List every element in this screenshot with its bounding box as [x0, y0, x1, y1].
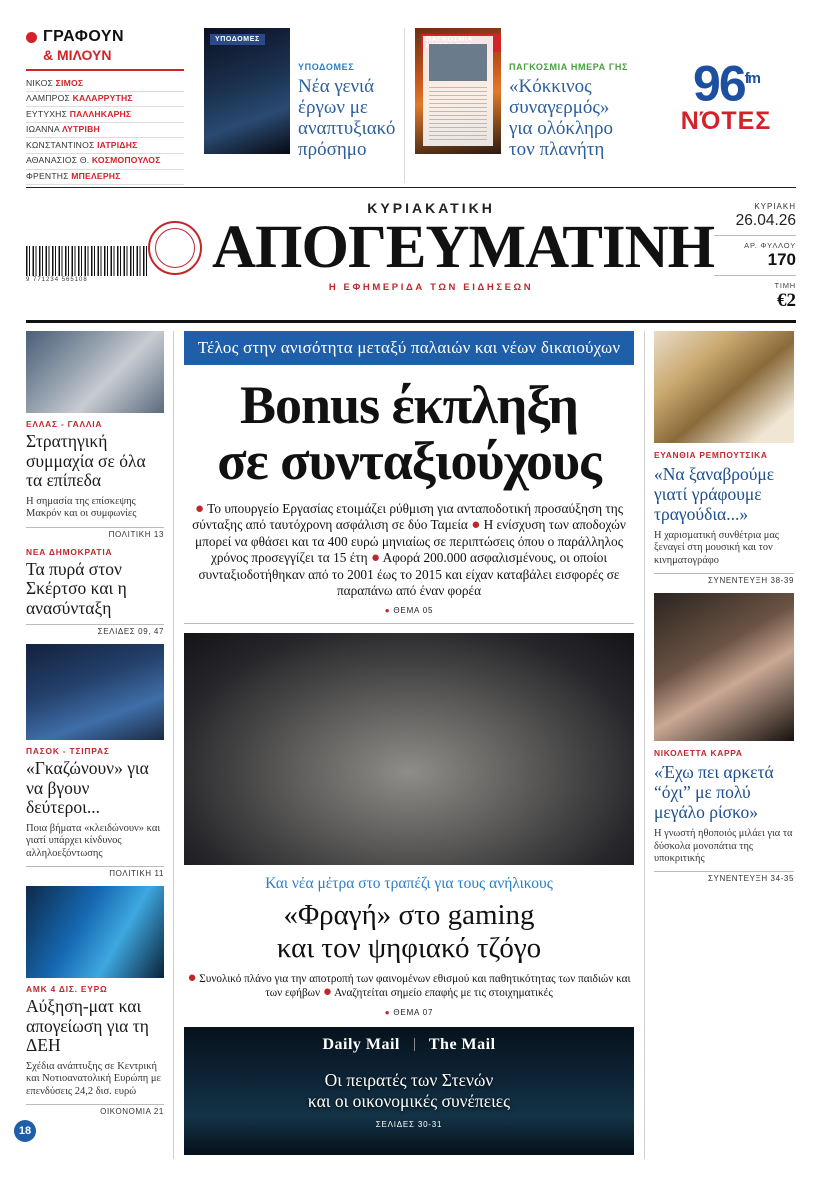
issue-day: ΚΥΡΙΑΚΗ [754, 202, 796, 211]
gaming-deck [184, 970, 634, 1001]
promo-infrastructure-photo-label: ΥΠΟΔΟΜΕΣ [210, 34, 265, 45]
contributors-box [26, 28, 194, 183]
page-title: ΑΠΟΓΕΥΜΑΤΙΝΗ [212, 214, 715, 281]
story-pasok-tsipras-photo [26, 644, 164, 740]
promo-earthday-photo [415, 28, 501, 154]
masthead-tagline: Η ΕΦΗΜΕΡΙΔΑ ΤΩΝ ΕΙΔΗΣΕΩΝ [328, 282, 534, 293]
bullet-icon: ● [471, 517, 481, 534]
divider [414, 1038, 415, 1051]
lead-banner: Τέλος στην ανισότητα μεταξύ παλαιών και νέων δικαιούχων [184, 331, 634, 365]
list-item[interactable]: ΑΘΑΝΑΣΙΟΣ Θ. ΚΟΣΜΟΠΟΥΛΟΣ [26, 154, 184, 170]
story-greece-france[interactable] [26, 331, 164, 539]
story-karra-kicker: ΝΙΚΟΛΕΤΤΑ ΚΑΡΡΑ [654, 748, 743, 759]
promo-infrastructure-headline: Νέα γενιά έργων με αναπτυξιακό πρόσημο [298, 76, 396, 160]
masthead-divider [26, 320, 796, 323]
top-strip [26, 28, 796, 183]
story-nea-dimokratia[interactable] [26, 547, 164, 637]
story-nea-dimokratia-tag[interactable]: ΣΕΛΙΔΕΣ 09, 47 [26, 624, 164, 636]
gaming-photo [184, 633, 634, 865]
gaming-deck-item-1: Συνολικό πλάνο για την αποτροπή των φαινομένων εθισμού και παθητικότητας των παιδιών και των εφήβων [199, 973, 631, 1000]
story-dei-tag[interactable]: ΟΙΚΟΝΟΜΙΑ 21 [26, 1104, 164, 1116]
lead-deck-item-2: Η ενίσχυση των αποδοχών μπορεί να φθάσει και τα 400 ευρώ μηνιαίως σε περιπτώσεις όπου ο παράλληλος χρόνος προσεγγίζει τα 15 έτη [195, 517, 626, 566]
list-item[interactable]: ΕΥΤΥΧΗΣ ΠΑΛΛΗΚΑΡΗΣ [26, 107, 184, 123]
story-greece-france-subhead: Η σημασία της επίσκεψης Μακρόν και οι συμφωνίες [26, 495, 137, 519]
contributors-subtitle: & ΜΙΛΟΥΝ [43, 47, 112, 63]
red-dot-icon [26, 32, 37, 43]
story-dei-subhead: Σχέδια ανάπτυξης σε Κεντρική και Νοτιοανατολική Ευρώπη με επενδύσεις 24,2 δισ. ευρώ [26, 1060, 161, 1097]
contributors-brand [26, 28, 184, 46]
story-pasok-tsipras[interactable] [26, 644, 164, 878]
story-greece-france-photo [26, 331, 164, 413]
story-rebutsika-subhead: Η χαρισματική συνθέτρια μας ξεναγεί στη μουσική και τον κινηματογράφο [654, 530, 779, 566]
story-pirates-headline [184, 1070, 634, 1112]
contributors-title: ΓΡΑΦΟΥΝ [43, 28, 125, 45]
list-item[interactable]: ΛΑΜΠΡΟΣ ΚΑΛΑΡΡΥΤΗΣ [26, 92, 184, 108]
center-column [174, 331, 644, 1159]
radio-frequency: $96^{fm}$ [693, 55, 759, 112]
story-pasok-tsipras-kicker: ΠΑΣΟΚ - ΤΣΙΠΡΑΣ [26, 746, 110, 756]
promo-infrastructure-photo [204, 28, 290, 154]
story-greece-france-kicker: ΕΛΛΑΣ - ΓΑΛΛΙΑ [26, 419, 103, 429]
dailymail-brand: Daily Mail [322, 1035, 400, 1053]
gaming-kicker: Και νέα μέτρα στο τραπέζι για τους ανήλικους [265, 875, 553, 893]
masthead [26, 187, 796, 312]
story-greece-france-headline: Στρατηγική συμμαχία σε όλα τα επίπεδα [26, 431, 146, 490]
story-rebutsika[interactable] [654, 331, 794, 585]
story-dei-kicker: ΑΜΚ 4 ΔΙΣ. ΕΥΡΩ [26, 984, 108, 994]
masthead-seal-icon [148, 221, 202, 275]
issue-date: 26.04.26 [735, 212, 796, 229]
gaming-headline-line1: «Φραγή» στο gaming [283, 899, 535, 932]
story-rebutsika-tag[interactable]: ΣΥΝΕΝΤΕΥΞΗ 38-39 [654, 573, 794, 585]
promo-infrastructure[interactable] [194, 28, 404, 183]
masthead-eyebrow: ΚΥΡΙΑΚΑΤΙΚΗ [367, 200, 495, 216]
story-karra-subhead: Η γνωστή ηθοποιός μιλάει για τα δύσκολα μονοπάτια της υποκριτικής [654, 828, 793, 865]
lead-headline [184, 377, 634, 489]
right-column [644, 331, 794, 1159]
promo-earthday-kicker: ΠΑΓΚΟΣΜΙΑ ΗΜΕΡΑ ΓΗΣ [509, 62, 628, 72]
story-karra-photo [654, 593, 794, 741]
story-dei-headline: Αύξηση-ματ και απογείωση για τη ΔΕΗ [26, 996, 149, 1055]
page-number-badge: 18 [14, 1120, 36, 1142]
masthead-right [714, 200, 796, 312]
story-dei[interactable] [26, 886, 164, 1116]
story-karra[interactable] [654, 593, 794, 883]
price-label: ΤΙΜΗ [774, 281, 796, 290]
lead-deck-item-1: Το υπουργείο Εργασίας ετοιμάζει ρύθμιση για ανταποδοτική προσαύξηση της σύνταξης από ταυτόχρονη ασφάλιση σε δύο Ταμεία [192, 501, 623, 533]
promo-earthday[interactable] [404, 28, 630, 183]
story-pirates-tag[interactable]: ΣΕΛΙΔΕΣ 30-31 [375, 1119, 443, 1129]
story-nea-dimokratia-kicker: ΝΕΑ ΔΗΜΟΚΡΑΤΙΑ [26, 546, 113, 557]
divider [26, 69, 184, 71]
story-pasok-tsipras-subhead: Ποια βήματα «κλειδώνουν» και γιατί υπάρχει κίνδυνος αλληλοεξόντωσης [26, 822, 161, 859]
left-column [26, 331, 174, 1159]
story-karra-headline: «Έχω πει αρκετά “όχι” με πολύ μεγάλο ρίσκο» [654, 762, 774, 823]
story-pasok-tsipras-headline: «Γκαζώνουν» για να βγουν δεύτεροι... [26, 758, 149, 817]
list-item[interactable]: ΙΩΑΝΝΑ ΛΥΤΡΙΒΗ [26, 123, 184, 139]
story-greece-france-tag[interactable]: ΠΟΛΙΤΙΚΗ 13 [26, 527, 164, 539]
issue-number: 170 [767, 250, 796, 269]
gaming-headline-line2: και τον ψηφιακό τζόγο [276, 932, 542, 965]
masthead-center [148, 200, 714, 293]
lead-deck-item-3: Αφορά 200.000 ασφαλισμένους, οι οποίοι συνταξιοδοτήθηκαν από το 2001 έως το 2015 και είχαν καταβάλει εισφορές σε παραπάνω από έναν φορέα [198, 550, 620, 599]
lead-theme-tag[interactable]: ● ΘΕΜΑ 05 [384, 606, 434, 616]
barcode [26, 246, 148, 276]
list-item[interactable]: ΦΡΕΝΤΗΣ ΜΠΕΛΕΡΗΣ [26, 170, 184, 186]
lead-deck [184, 501, 634, 599]
story-dei-photo [26, 886, 164, 978]
story-rebutsika-headline: «Να ξαναβρούμε γιατί γράφουμε τραγούδια...» [654, 464, 775, 524]
bullet-icon: ● [370, 550, 380, 567]
gaming-deck-item-2: Αναζητείται σημείο επαφής με τις στοιχηματικές [334, 987, 553, 1000]
contributors-list [26, 76, 184, 185]
promo-earthday-headline: «Κόκκινος συναγερμός» για ολόκληρο τον πλανήτη [509, 76, 613, 160]
story-pirates[interactable] [184, 1027, 634, 1155]
price-value: €2 [777, 290, 796, 311]
lead-headline-line2: σε συνταξιούχους [217, 431, 601, 491]
barcode-number: 9 771234 565108 [26, 277, 88, 283]
list-item[interactable]: ΚΩΝΣΤΑΝΤΙΝΟΣ ΙΑΤΡΙΔΗΣ [26, 138, 184, 154]
radio-logo[interactable] [656, 28, 796, 183]
story-rebutsika-kicker: ΕΥΑΝΘΙΑ ΡΕΜΠΟΥΤΣΙΚΑ [654, 450, 768, 460]
story-pirates-headline-line2: και οι οικονομικές συνέπειες [307, 1090, 511, 1111]
main-grid [26, 331, 796, 1159]
promo-infrastructure-kicker: ΥΠΟΔΟΜΕΣ [298, 62, 355, 72]
masthead-left [26, 200, 148, 283]
story-pirates-headline-line1: Οι πειρατές των Στενών [324, 1069, 494, 1090]
story-nea-dimokratia-headline: Τα πυρά στον Σκέρτσο και η ανασύνταξη [26, 558, 127, 618]
radio-name: ΝΌΤΕΣ [680, 106, 772, 135]
story-pasok-tsipras-tag[interactable]: ΠΟΛΙΤΙΚΗ 11 [26, 866, 164, 878]
list-item[interactable]: ΝΙΚΟΣ ΣΙΜΟΣ [26, 76, 184, 92]
issue-number-label: ΑΡ. ΦΥΛΛΟΥ [744, 241, 796, 250]
gaming-headline [184, 899, 634, 965]
bullet-icon: ● [187, 970, 197, 987]
bullet-icon: ● [195, 501, 205, 517]
newspaper-clipping [423, 36, 493, 146]
divider [184, 623, 634, 624]
story-rebutsika-photo [654, 331, 794, 443]
themail-brand: The Mail [428, 1035, 496, 1053]
bullet-icon: ● [322, 984, 332, 1001]
gaming-theme-tag[interactable]: ● ΘΕΜΑ 07 [384, 1007, 434, 1017]
story-karra-tag[interactable]: ΣΥΝΕΝΤΕΥΞΗ 34-35 [654, 871, 794, 883]
lead-headline-line1: Bonus έκπληξη [240, 375, 578, 435]
